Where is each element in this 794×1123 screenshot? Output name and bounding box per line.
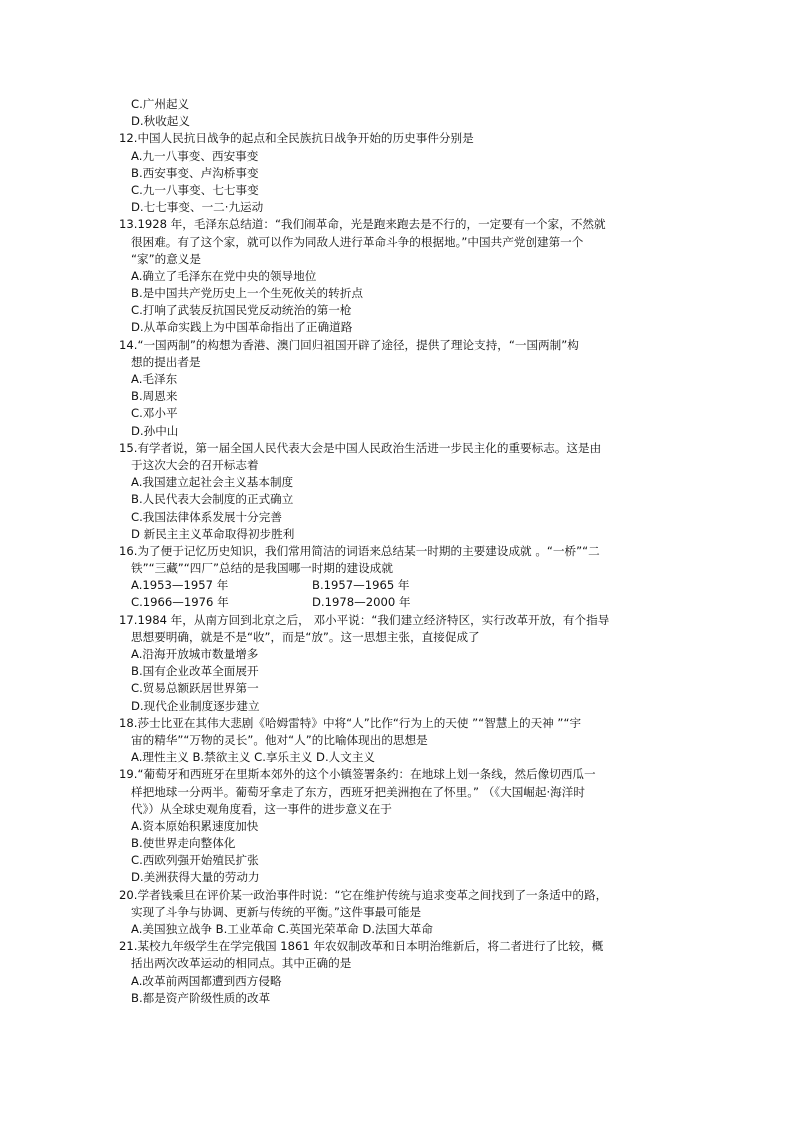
- question-13-cont: “家”的意义是: [131, 251, 201, 266]
- question-18-cont: 宙的精华”“万物的灵长”。他对“人”的比喻体现出的思想是: [131, 732, 428, 747]
- option-d: D.孙中山: [131, 423, 179, 438]
- question-15-cont: 于这次大会的召开标志着: [131, 457, 259, 472]
- option-b: B.1957—1965 年: [312, 578, 410, 593]
- option-a: A.九一八事变、西安事变: [131, 148, 259, 163]
- question-19-cont: 样把地球一分两半。葡萄牙拿走了东方，西班牙把美洲抱在了怀里。” （《大国崛起·海洋时: [131, 784, 585, 799]
- option-row: [119, 594, 689, 611]
- question-21: 21.某校九年级学生在学完俄国 1861 年农奴制改革和日本明治维新后，将二者进行了比较，概: [119, 939, 604, 954]
- option-c: C.1966—1976 年: [131, 595, 229, 610]
- option-a: A.沿海开放城市数量增多: [131, 647, 259, 661]
- option-b: B.是中国共产党历史上一个生死攸关的转折点: [131, 286, 363, 301]
- option-a: A.资本原始积累速度加快: [131, 818, 259, 833]
- question-15: 15.有学者说，第一届全国人民代表大会是中国人民政治生活进一步民主化的重要标志。这是由: [119, 440, 602, 455]
- option-row: A.理性主义 B.禁欲主义 C.享乐主义 D.人文主义: [131, 750, 376, 765]
- option-c: C.九一八事变、七七事变: [131, 182, 259, 197]
- question-17: 17.1984 年，从南方回到北京之后， 邓小平说：“我们建立经济特区，实行改革开放，有个指导: [119, 612, 610, 627]
- question-13-cont: 很困难。有了这个家，就可以作为同敌人进行革命斗争的根据地。”中国共产党创建第一个: [131, 234, 584, 249]
- option-row: [119, 577, 689, 594]
- option-d: D.七七事变、一二·九运动: [131, 200, 264, 215]
- question-19-cont: 代》）从全球史观角度看，这一事件的进步意义在于: [131, 801, 392, 816]
- option-d: D 新民主主义革命取得初步胜利: [131, 526, 295, 541]
- option-d: D.现代企业制度逐步建立: [131, 698, 260, 713]
- option-b: B.都是资产阶级性质的改革: [131, 990, 271, 1005]
- question-21-cont: 括出两次改革运动的相同点。其中正确的是: [131, 956, 352, 971]
- question-14-cont: 想的提出者是: [131, 354, 201, 369]
- option-a: A.确立了毛泽东在党中央的领导地位: [131, 268, 317, 283]
- option-b: B.周恩来: [131, 389, 178, 404]
- option-d: D.秋收起义: [131, 114, 190, 129]
- option-a: A.毛泽东: [131, 372, 178, 386]
- option-c: C.贸易总额跃居世界第一: [131, 681, 259, 696]
- option-c: C.邓小平: [131, 406, 178, 421]
- option-b: B.使世界走向整体化: [131, 836, 236, 851]
- option-row: A.美国独立战争 B.工业革命 C.英国光荣革命 D.法国大革命: [131, 922, 433, 936]
- question-16: 16.为了便于记忆历史知识，我们常用简洁的词语来总结某一时期的主要建设成就 。“一桥”“二: [119, 543, 600, 558]
- question-19: 19.“葡萄牙和西班牙在里斯本郊外的这个小镇签署条约：在地球上划一条线，然后像切西瓜一: [119, 767, 596, 782]
- option-b: B.人民代表大会制度的正式确立: [131, 492, 294, 507]
- option-c: C.广州起义: [131, 97, 190, 111]
- option-b: B.国有企业改革全面展开: [131, 664, 259, 679]
- option-c: C.我国法律体系发展十分完善: [131, 509, 282, 524]
- question-18: 18.莎士比亚在其伟大悲剧《哈姆雷特》中将“人”比作“行为上的天使 ”“智慧上的天神 ”“宇: [119, 715, 582, 730]
- question-17-cont: 思想要明确，就是不是“收”，而是“放”。这一思想主张，直接促成了: [131, 629, 480, 644]
- question-20-cont: 实现了斗争与协调、更新与传统的平衡。”这件事最可能是: [131, 904, 422, 919]
- question-14: 14.“一国两制”的构想为香港、澳门回归祖国开辟了途径，提供了理论支持，“一国两制”构: [119, 337, 579, 352]
- option-b: B.西安事变、卢沟桥事变: [131, 165, 259, 180]
- question-13: 13.1928 年，毛泽东总结道：“我们闹革命，光是跑来跑去是不行的，一定要有一个家，不然就: [119, 217, 606, 232]
- option-d: D.美洲获得大量的劳动力: [131, 870, 260, 885]
- question-12: 12.中国人民抗日战争的起点和全民族抗日战争开始的历史事件分别是: [119, 131, 474, 146]
- option-c: C.打响了武装反抗国民党反动统治的第一枪: [131, 303, 352, 318]
- option-c: C.西欧列强开始殖民扩张: [131, 853, 259, 868]
- question-16-cont: 铁”“三藏”“四厂”总结的是我国哪一时期的建设成就: [131, 561, 393, 576]
- option-d: D.从革命实践上为中国革命指出了正确道路: [131, 320, 353, 335]
- option-a: A.我国建立起社会主义基本制度: [131, 475, 294, 490]
- option-a: A.改革前两国都遭到西方侵略: [131, 973, 282, 988]
- question-20: 20.学者钱乘旦在评价某一政治事件时说：“它在维护传统与追求变革之间找到了一条适中的路，: [119, 887, 608, 902]
- option-d: D.1978—2000 年: [312, 595, 411, 610]
- exam-page: [119, 96, 689, 1007]
- option-a: A.1953—1957 年: [131, 578, 229, 593]
